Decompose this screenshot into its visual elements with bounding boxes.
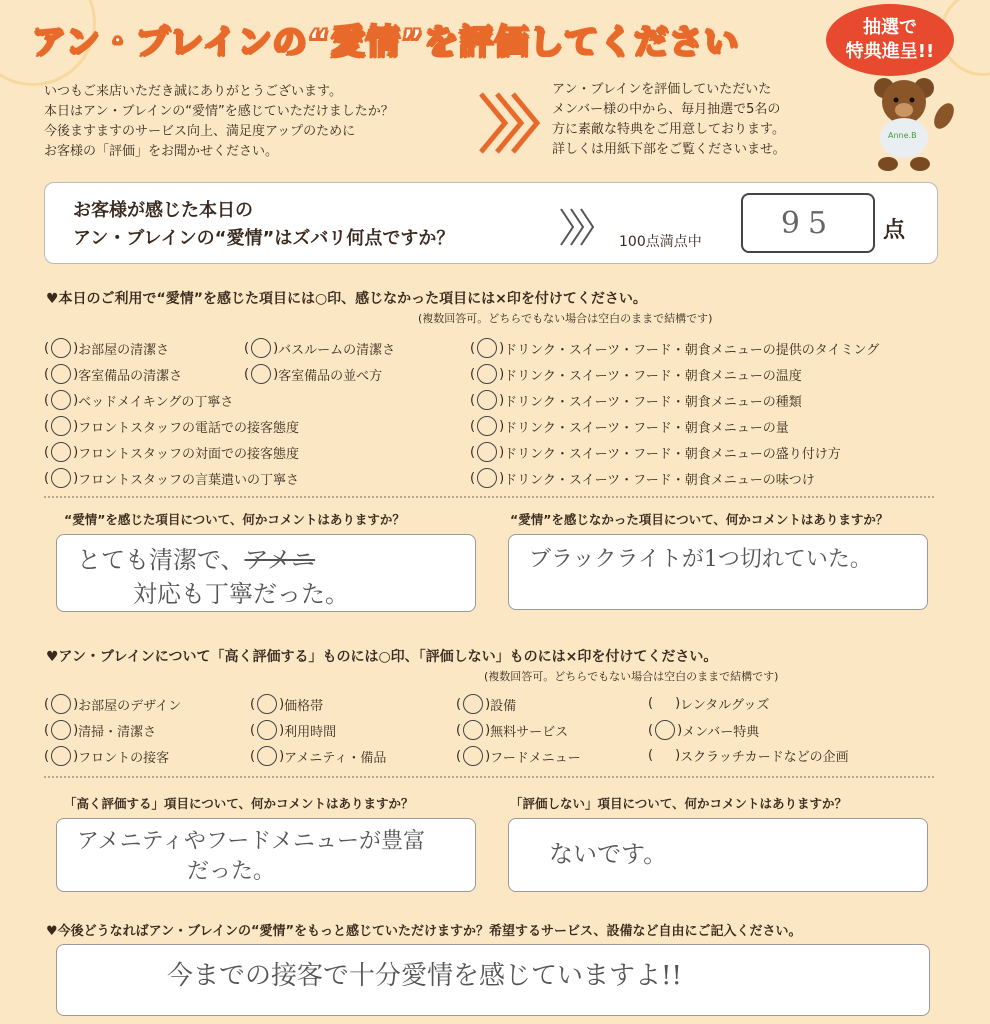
section2-note: (複数回答可。どちらでもない場合は空白のままで結構です) <box>484 670 779 683</box>
intro-line: お客様の「評価」をお聞かせください。 <box>44 144 279 159</box>
checklist-item[interactable]: ( ) お部屋の清潔さ <box>44 338 169 358</box>
checklist-item[interactable]: ( ) ベッドメイキングの丁寧さ <box>44 390 233 410</box>
rating-item-label: レンタルグッズ <box>680 698 770 713</box>
rating-item-label: フロントの接客 <box>78 750 170 766</box>
rating-item-label: 設備 <box>490 698 517 714</box>
intro-line: 方に素敵な特典をご用意しております。 <box>552 122 785 137</box>
checklist-item[interactable]: ( ) バスルームの清潔さ <box>244 338 395 358</box>
circle-mark-icon <box>257 746 277 766</box>
empty-mark <box>655 695 673 713</box>
praise-comment-field[interactable] <box>56 818 476 892</box>
circle-mark-icon <box>251 338 271 358</box>
checklist-item-label: フロントスタッフの電話での接客態度 <box>78 420 300 436</box>
intro-line: いつもご来店いただき誠にありがとうございます。 <box>44 84 342 99</box>
score-question-line1: お客様が感じた本日の <box>73 200 253 221</box>
comment-text: とても清潔で、 <box>77 546 245 574</box>
disliked-comment-question: “愛情”を感じなかった項目について、何かコメントはありますか？ <box>510 512 889 527</box>
score-max-label: 100点満点中 <box>619 234 702 250</box>
circle-mark-icon <box>51 416 71 436</box>
circle-mark-icon <box>51 390 71 410</box>
circle-mark-icon <box>257 694 277 714</box>
score-question <box>73 197 454 253</box>
rating-item-label: アメニティ・備品 <box>284 750 387 766</box>
comment-line: だった。 <box>187 859 276 884</box>
checklist-item-label: フロントスタッフの対面での接客態度 <box>78 446 300 462</box>
rating-item[interactable]: ( ) メンバー特典 <box>648 720 759 740</box>
rating-item[interactable]: ( ) 無料サービス <box>456 720 568 740</box>
rating-item-label: メンバー特典 <box>682 724 760 740</box>
criticism-comment-question: 「評価しない」項目について、何かコメントはありますか？ <box>510 796 848 811</box>
rating-item[interactable]: ( ) フードメニュー <box>456 746 581 766</box>
rating-item[interactable]: ( ) お部屋のデザイン <box>44 694 181 714</box>
score-unit: 点 <box>883 218 906 243</box>
comment-line: アメニティやフードメニューが豊富 <box>77 829 426 854</box>
checklist-item-label: ドリンク・スイーツ・フード・朝食メニューの盛り付け方 <box>504 446 841 462</box>
intro-left <box>44 82 394 162</box>
checklist-item-label: ドリンク・スイーツ・フード・朝食メニューの温度 <box>504 368 802 384</box>
intro-line: メンバー様の中から、毎月抽選で5名の <box>552 102 781 117</box>
comment-line <box>77 543 455 577</box>
comment-line: 今までの接客で十分愛情を感じていますよ!! <box>167 961 682 991</box>
rating-item[interactable]: ( ) 清掃・清潔さ <box>44 720 156 740</box>
rating-item[interactable]: ( ) アメニティ・備品 <box>250 746 386 766</box>
liked-comment-question: “愛情”を感じた項目について、何かコメントはありますか？ <box>64 512 405 527</box>
score-input[interactable]: 95 <box>741 193 875 253</box>
liked-comment-field[interactable] <box>56 534 476 612</box>
section1-note: (複数回答可。どちらでもない場合は空白のままで結構です) <box>418 312 713 325</box>
intro-line: 本日はアン・ブレインの“愛情”を感じていただけましたか？ <box>44 104 394 119</box>
checklist-item-label: お部屋の清潔さ <box>78 342 170 358</box>
circle-mark-icon <box>477 364 497 384</box>
teddy-bear-icon <box>862 72 958 172</box>
rating-item[interactable]: ( ) フロントの接客 <box>44 746 169 766</box>
checklist-item-label: ドリンク・スイーツ・フード・朝食メニューの種類 <box>504 394 802 410</box>
comment-line: 対応も丁寧だった。 <box>133 580 349 608</box>
intro-right <box>552 80 786 160</box>
comment-line: ブラックライトが1つ切れていた。 <box>529 547 872 572</box>
rating-item-label: 清掃・清潔さ <box>78 724 157 740</box>
comment-line: ないです。 <box>549 840 668 868</box>
intro-line: 今後ますますのサービス向上、満足度アップのために <box>44 124 356 139</box>
checklist-item[interactable]: ( ) ドリンク・スイーツ・フード・朝食メニューの量 <box>470 416 789 436</box>
chevron-right-icon <box>475 88 545 158</box>
circle-mark-icon <box>257 720 277 740</box>
rating-item-label: 利用時間 <box>284 724 337 740</box>
intro-line: アン・ブレインを評価していただいた <box>552 82 772 97</box>
divider <box>44 776 934 778</box>
empty-mark <box>655 747 673 765</box>
circle-mark-icon <box>477 416 497 436</box>
rating-item[interactable]: ( ) レンタルグッズ <box>648 696 770 713</box>
checklist-item-label: バスルームの清潔さ <box>278 342 396 358</box>
circle-mark-icon <box>477 442 497 462</box>
checklist-item[interactable]: ( ) 客室備品の清潔さ <box>44 364 182 384</box>
rating-item[interactable]: ( ) 利用時間 <box>250 720 336 740</box>
circle-mark-icon <box>463 694 483 714</box>
circle-mark-icon <box>51 468 71 488</box>
bear-shirt-text: Anne.B <box>888 131 917 140</box>
future-request-field[interactable] <box>56 944 930 1016</box>
circle-mark-icon <box>51 338 71 358</box>
circle-mark-icon <box>51 720 71 740</box>
circle-mark-icon <box>51 746 71 766</box>
checklist-item-label: フロントスタッフの言葉遣いの丁寧さ <box>78 472 300 488</box>
rating-item-label: 無料サービス <box>490 724 569 740</box>
disliked-comment-field[interactable] <box>508 534 928 610</box>
circle-mark-icon <box>477 468 497 488</box>
section2-title: ♥アン・ブレインについて「高く評価する」ものには○印、「評価しない」ものには×印を付けてください。 <box>46 649 718 665</box>
checklist-item-label: ベッドメイキングの丁寧さ <box>78 394 234 410</box>
circle-mark-icon <box>463 746 483 766</box>
rating-item[interactable]: ( ) 価格帯 <box>250 694 323 714</box>
rating-item-label: お部屋のデザイン <box>78 698 182 714</box>
checklist-item[interactable]: ( ) フロントスタッフの対面での接客態度 <box>44 442 299 462</box>
section1-title: ♥本日のご利用で“愛情”を感じた項目には○印、感じなかった項目には×印を付けてください。 <box>46 291 647 307</box>
circle-mark-icon <box>51 694 71 714</box>
checklist-item[interactable]: ( ) 客室備品の並べ方 <box>244 364 382 384</box>
badge-line2: 特典進呈!! <box>845 41 935 62</box>
circle-mark-icon <box>51 364 71 384</box>
intro-line: 詳しくは用紙下部をご覧くださいませ。 <box>552 142 786 157</box>
checklist-item[interactable]: ( ) ドリンク・スイーツ・フード・朝食メニューの種類 <box>470 390 802 410</box>
checklist-item[interactable]: ( ) フロントスタッフの言葉遣いの丁寧さ <box>44 468 299 488</box>
checklist-item-label: ドリンク・スイーツ・フード・朝食メニューの量 <box>504 420 789 436</box>
rating-item[interactable]: ( ) スクラッチカードなどの企画 <box>648 748 849 765</box>
circle-mark-icon <box>477 338 497 358</box>
circle-mark-icon <box>51 442 71 462</box>
score-panel <box>44 182 938 264</box>
checklist-item-label: ドリンク・スイーツ・フード・朝食メニューの味つけ <box>504 472 815 488</box>
badge-line1: 抽選で <box>863 17 917 38</box>
rating-item-label: スクラッチカードなどの企画 <box>680 750 849 765</box>
circle-mark-icon <box>251 364 271 384</box>
praise-comment-question: 「高く評価する」項目について、何かコメントはありますか？ <box>64 796 414 811</box>
checklist-item[interactable]: ( ) ドリンク・スイーツ・フード・朝食メニューの提供のタイミング <box>470 338 879 358</box>
checklist-item-label: 客室備品の並べ方 <box>278 368 383 384</box>
circle-mark-icon <box>477 390 497 410</box>
checklist-item-label: 客室備品の清潔さ <box>78 368 183 384</box>
chevron-right-icon <box>557 205 597 249</box>
checklist-item[interactable]: ( ) ドリンク・スイーツ・フード・朝食メニューの盛り付け方 <box>470 442 841 462</box>
future-request-question: ♥今後どうなればアン・ブレインの“愛情”をもっと感じていただけますか？希望するサービス、設備など自由にご記入ください。 <box>46 924 802 939</box>
checklist-item[interactable]: ( ) ドリンク・スイーツ・フード・朝食メニューの温度 <box>470 364 802 384</box>
rating-item-label: フードメニュー <box>490 750 581 766</box>
circle-mark-icon <box>463 720 483 740</box>
page-title: アン・ブレインの“愛情”を評価してください <box>32 21 740 62</box>
divider <box>44 496 934 498</box>
rating-item-label: 価格帯 <box>284 698 324 714</box>
checklist-item[interactable]: ( ) ドリンク・スイーツ・フード・朝食メニューの味つけ <box>470 468 815 488</box>
rating-item[interactable]: ( ) 設備 <box>456 694 516 714</box>
checklist-item[interactable]: ( ) フロントスタッフの電話での接客態度 <box>44 416 299 436</box>
checklist-item-label: ドリンク・スイーツ・フード・朝食メニューの提供のタイミング <box>504 342 880 358</box>
circle-mark-icon <box>655 720 675 740</box>
criticism-comment-field[interactable] <box>508 818 928 892</box>
lottery-badge <box>826 4 954 76</box>
crossed-out-text: アメニ <box>244 546 316 574</box>
score-question-line2: アン・ブレインの“愛情”はズバリ何点ですか？ <box>73 228 455 249</box>
